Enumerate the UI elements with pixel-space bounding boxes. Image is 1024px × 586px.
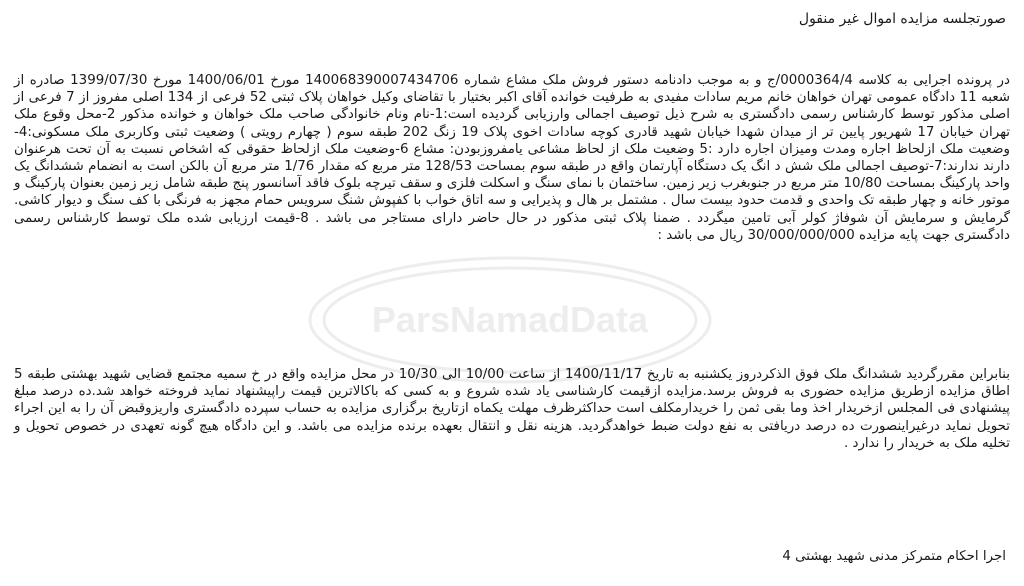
issuing-office-signature: اجرا احکام متمرکز مدنی شهید بهشتی 4 [782, 549, 1006, 564]
auction-terms-paragraph: بنابراین مقررگردید ششدانگ ملک فوق الذکردروز یکشنبه به تاریخ 1400/11/17 از ساعت 10/00 الی 10/30 در محل مزایده واقع در خ سمیه مجتمع قضایی شهید بهشتی طبقه 5 اطاق مزایده ازطریق مزایده حضوری به فروش برسد.مزایده ازقیمت کارشناسی یاد شده شروع و به کسی که باکالاترین قیمت راپیشنهاد نماید فروخته خواهد شد.ده درصد مبلغ پیشنهادی فی المجلس ازخریدار اخذ وما بقی ثمن را خریدارمکلف است حداکثرظرف مهلت یکماه ازتاریخ برگزاری مزایده به حساب سپرده دادگستری واریزوقبض آن را به این اجراء تحویل نماید درغیراینصورت ده درصد دریافتی به نفع دولت ضبط خواهدگردید. هزینه نقل و انتقال بعهده برنده مزایده می باشد. و این دادگاه هیچ گونه تعهدی در خصوص تحویل و تخلیه ملک به خریدار را ندارد . [14, 367, 1010, 451]
document-title: صورتجلسه مزایده اموال غیر منقول [798, 11, 1006, 27]
svg-text:ParsNamadData: ParsNamadData [371, 299, 649, 340]
auction-details-paragraph: در پرونده اجرایی به کلاسه 0000364/4/ج و به موجب دادنامه دستور فروش ملک مشاع شماره 140068390007434706 مورخ 1400/06/01 مورخ 1399/07/30 صادره از شعبه 11 دادگاه عمومی تهران خواهان خانم مریم سادات مفیدی به طرفیت خوانده آقای اکبر بختیار با تقاضای وکیل خواهان پلاک ثبتی 52 فرعی از 134 اصلی مفروز از 7 فرعی از اصلی مذکور توسط کارشناس رسمی دادگستری به شرح ذیل توصیف اجمالی وارزیابی گردیده است:1-نام ونام خانوادگی صاحب ملک خواهان و خوانده مذکور 2-محل وقوع ملک تهران خیابان 17 شهریور پایین تر از میدان شهدا خیابان شهید قادری کوچه سادات اخوی پلاک 19 زنگ 202 طبقه سوم ( چهارم رویتی ) وضعیت ثبتی وکاربری ملک مسکونی:4-وضعیت ملک ازلحاظ اجاره ومدت ومیزان اجاره دارد :5 وضعیت ملک از لحاظ مشاعی یامفروزبودن: مشاع 6-وضعیت ملک ازلحاظ حقوقی که اشخاص نسبت به آن تحت هرعنوان دارند ندارند:7-توصیف اجمالی ملک شش د انگ یک دستگاه آپارتمان واقع در طبقه سوم بمساحت 128/53 متر مربع که مقدار 1/76 متر مربع آن بالکن است به انضمام ششدانگ یک واحد پارکینگ بمساحت 10/80 متر مربع در جنوبغرب زیر زمین. ساختمان با نمای سنگ و اسکلت فلزی و سقف تیرچه بلوک فاقد آسانسور پنج طبقه شامل زیر زمین بعنوان پارکینگ و موتور خانه و چهار طبقه تک واحدی و قدمت حدود بیست سال . مشتمل بر هال و پذیرایی و سه اتاق خواب با کفپوش شنگ سرویس حمام مجهز به فرنگی با کف سنگ و دیوار کاشی. گرمایش و سرمایش آن شوفاژ کولر آبی تامین میگردد . ضمنا پلاک ثبتی مذکور در حال حاضر دارای مستاجر می باشد . 8-قیمت ارزیابی شده ملک توسط کارشناس رسمی دادگستری جهت پایه مزایده 30/000/000/000 ریال می باشد : [14, 73, 1011, 243]
